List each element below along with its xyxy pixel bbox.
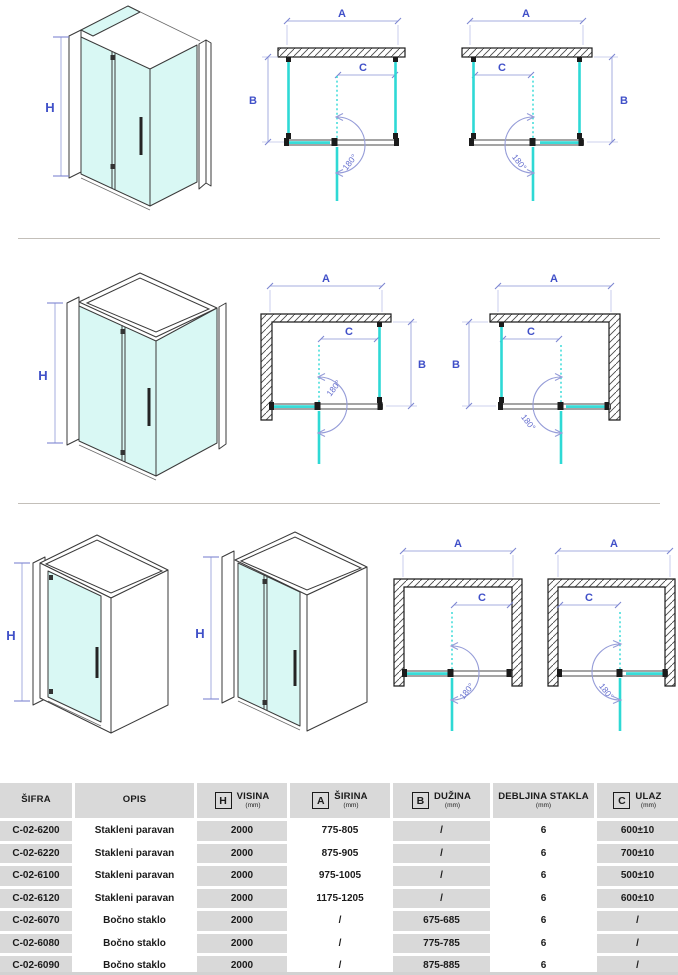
cell-debljina: 6 bbox=[493, 866, 594, 886]
plan-view-3-right bbox=[548, 538, 675, 731]
letter-box-A: A bbox=[312, 792, 329, 809]
unit-label: (mm) bbox=[343, 802, 359, 810]
plan-view-3-left bbox=[394, 538, 522, 731]
svg-text:B: B bbox=[620, 95, 628, 107]
svg-text:C: C bbox=[527, 326, 535, 338]
cell-ulaz: / bbox=[597, 934, 678, 954]
door-handle bbox=[96, 647, 99, 678]
cell-debljina: 6 bbox=[493, 956, 594, 975]
dim-C bbox=[557, 592, 621, 608]
iso-view-glass-screen-2 bbox=[38, 273, 226, 480]
cell-duzina: 675-685 bbox=[393, 911, 490, 931]
unit-label: (mm) bbox=[444, 802, 461, 810]
letter-box-B: B bbox=[412, 792, 429, 809]
svg-text:H: H bbox=[6, 628, 16, 643]
cell-opis: Bočno staklo bbox=[75, 934, 194, 954]
product-table bbox=[0, 783, 678, 975]
svg-text:180°: 180° bbox=[519, 412, 538, 433]
dim-C bbox=[472, 62, 534, 78]
unit-label: (mm) bbox=[535, 802, 552, 810]
dim-A bbox=[400, 538, 516, 577]
cell-sirina: / bbox=[290, 911, 390, 931]
dim-A bbox=[467, 8, 586, 45]
side-glass-top bbox=[81, 6, 140, 36]
iso-view-side-glass-2 bbox=[195, 532, 367, 731]
cell-sirina: 1175-1205 bbox=[290, 889, 390, 909]
unit-label: (mm) bbox=[640, 802, 657, 810]
cell-ulaz: / bbox=[597, 911, 678, 931]
wall-strip-left bbox=[222, 551, 234, 703]
cell-debljina: 6 bbox=[493, 821, 594, 841]
wall-U bbox=[548, 579, 675, 686]
svg-text:H: H bbox=[195, 626, 205, 641]
plan-view-1-right bbox=[462, 8, 628, 201]
wall-top bbox=[462, 48, 592, 57]
cell-opis: Bočno staklo bbox=[75, 956, 194, 975]
wall-strip-right bbox=[219, 303, 226, 449]
dim-A bbox=[495, 273, 614, 312]
header-sifra bbox=[0, 783, 72, 818]
wall-strip-left bbox=[69, 30, 81, 178]
cell-visina: 2000 bbox=[197, 911, 287, 931]
height-label: H bbox=[45, 100, 55, 115]
dim-height bbox=[6, 563, 30, 701]
width-label: A bbox=[338, 8, 346, 20]
header-label: OPIS bbox=[122, 794, 147, 806]
dim-C bbox=[500, 326, 562, 342]
cell-sifra: C-02-6120 bbox=[0, 889, 72, 909]
cell-visina: 2000 bbox=[197, 956, 287, 975]
cell-ulaz: 600±10 bbox=[597, 889, 678, 909]
plan-view-2-right bbox=[452, 273, 620, 464]
dim-height bbox=[45, 37, 69, 176]
svg-text:A: A bbox=[522, 8, 530, 20]
letter-box-H: H bbox=[215, 792, 232, 809]
door-handle bbox=[294, 650, 297, 686]
cell-duzina: / bbox=[393, 866, 490, 886]
cell-duzina: / bbox=[393, 889, 490, 909]
svg-text:180°: 180° bbox=[597, 681, 616, 702]
cell-sifra: C-02-6080 bbox=[0, 934, 72, 954]
dim-C bbox=[451, 592, 513, 608]
cell-ulaz: 600±10 bbox=[597, 821, 678, 841]
svg-text:A: A bbox=[610, 538, 618, 550]
cell-duzina: / bbox=[393, 821, 490, 841]
cell-debljina: 6 bbox=[493, 911, 594, 931]
wall-strip-left bbox=[67, 297, 79, 445]
door-handle bbox=[148, 388, 151, 426]
header-opis bbox=[75, 783, 194, 818]
cell-sirina: / bbox=[290, 934, 390, 954]
iso-view-glass-screen-1 bbox=[45, 6, 211, 210]
cell-sirina: 975-1005 bbox=[290, 866, 390, 886]
cell-opis: Stakleni paravan bbox=[75, 866, 194, 886]
header-duzina: B DUŽINA (mm) bbox=[393, 783, 490, 818]
cell-ulaz: / bbox=[597, 956, 678, 975]
cell-opis: Stakleni paravan bbox=[75, 821, 194, 841]
unit-label: (mm) bbox=[245, 802, 261, 810]
svg-text:A: A bbox=[322, 273, 330, 285]
cell-visina: 2000 bbox=[197, 866, 287, 886]
door-handle bbox=[140, 117, 143, 155]
cell-sifra: C-02-6200 bbox=[0, 821, 72, 841]
glass-door bbox=[48, 571, 101, 722]
dim-C bbox=[335, 62, 398, 78]
header-debljina: DEBLJINA STAKLA (mm) bbox=[493, 783, 594, 818]
dim-A bbox=[284, 8, 401, 45]
cell-sirina: 875-905 bbox=[290, 844, 390, 864]
cell-sirina: 775-805 bbox=[290, 821, 390, 841]
svg-text:A: A bbox=[550, 273, 558, 285]
cell-sifra: C-02-6220 bbox=[0, 844, 72, 864]
glass-door-pair bbox=[238, 563, 300, 726]
cell-debljina: 6 bbox=[493, 934, 594, 954]
dim-height bbox=[38, 303, 63, 443]
dim-B bbox=[587, 54, 628, 145]
svg-text:C: C bbox=[345, 326, 353, 338]
dim-B bbox=[386, 319, 426, 409]
cell-sifra: C-02-6100 bbox=[0, 866, 72, 886]
box-right-face bbox=[111, 570, 168, 733]
svg-text:A: A bbox=[454, 538, 462, 550]
cell-ulaz: 500±10 bbox=[597, 866, 678, 886]
cell-opis: Stakleni paravan bbox=[75, 889, 194, 909]
cell-opis: Bočno staklo bbox=[75, 911, 194, 931]
dim-A bbox=[555, 538, 673, 577]
dim-B bbox=[249, 54, 284, 145]
iso-view-side-glass-1 bbox=[6, 535, 168, 733]
cell-visina: 2000 bbox=[197, 821, 287, 841]
cell-sifra: C-02-6070 bbox=[0, 911, 72, 931]
cell-opis: Stakleni paravan bbox=[75, 844, 194, 864]
svg-text:B: B bbox=[418, 359, 426, 371]
swing-angle-label: 180° bbox=[340, 152, 359, 173]
svg-text:C: C bbox=[498, 62, 506, 74]
svg-text:C: C bbox=[478, 592, 486, 604]
cell-debljina: 6 bbox=[493, 844, 594, 864]
cell-visina: 2000 bbox=[197, 934, 287, 954]
header-sirina: A ŠIRINA (mm) bbox=[290, 783, 390, 818]
svg-text:180°: 180° bbox=[324, 378, 343, 399]
wall-top bbox=[278, 48, 405, 57]
letter-box-C: C bbox=[613, 792, 630, 809]
header-ulaz: C ULAZ (mm) bbox=[597, 783, 678, 818]
dim-height bbox=[195, 557, 219, 699]
depth-label: B bbox=[249, 95, 257, 107]
svg-text:180°: 180° bbox=[457, 681, 476, 702]
wall-strip-right bbox=[199, 40, 206, 189]
wall-U bbox=[394, 579, 522, 686]
cell-debljina: 6 bbox=[493, 889, 594, 909]
cell-visina: 2000 bbox=[197, 844, 287, 864]
svg-text:B: B bbox=[452, 359, 460, 371]
box-right-face bbox=[307, 567, 367, 731]
cell-duzina: / bbox=[393, 844, 490, 864]
side-glass-panel bbox=[150, 45, 197, 206]
entry-label: C bbox=[359, 62, 367, 74]
svg-text:C: C bbox=[585, 592, 593, 604]
cell-sifra: C-02-6090 bbox=[0, 956, 72, 975]
header-visina: H VISINA (mm) bbox=[197, 783, 287, 818]
svg-text:H: H bbox=[38, 368, 48, 383]
plan-view-1-left bbox=[249, 8, 405, 201]
cell-duzina: 775-785 bbox=[393, 934, 490, 954]
svg-text:180°: 180° bbox=[510, 152, 529, 173]
header-label: ŠIFRA bbox=[21, 794, 51, 806]
cell-duzina: 875-885 bbox=[393, 956, 490, 975]
plan-view-2-left bbox=[261, 273, 426, 464]
dim-C bbox=[318, 326, 380, 342]
dim-B bbox=[452, 319, 496, 409]
cell-visina: 2000 bbox=[197, 889, 287, 909]
cell-ulaz: 700±10 bbox=[597, 844, 678, 864]
dim-A bbox=[267, 273, 385, 312]
cell-sirina: / bbox=[290, 956, 390, 975]
